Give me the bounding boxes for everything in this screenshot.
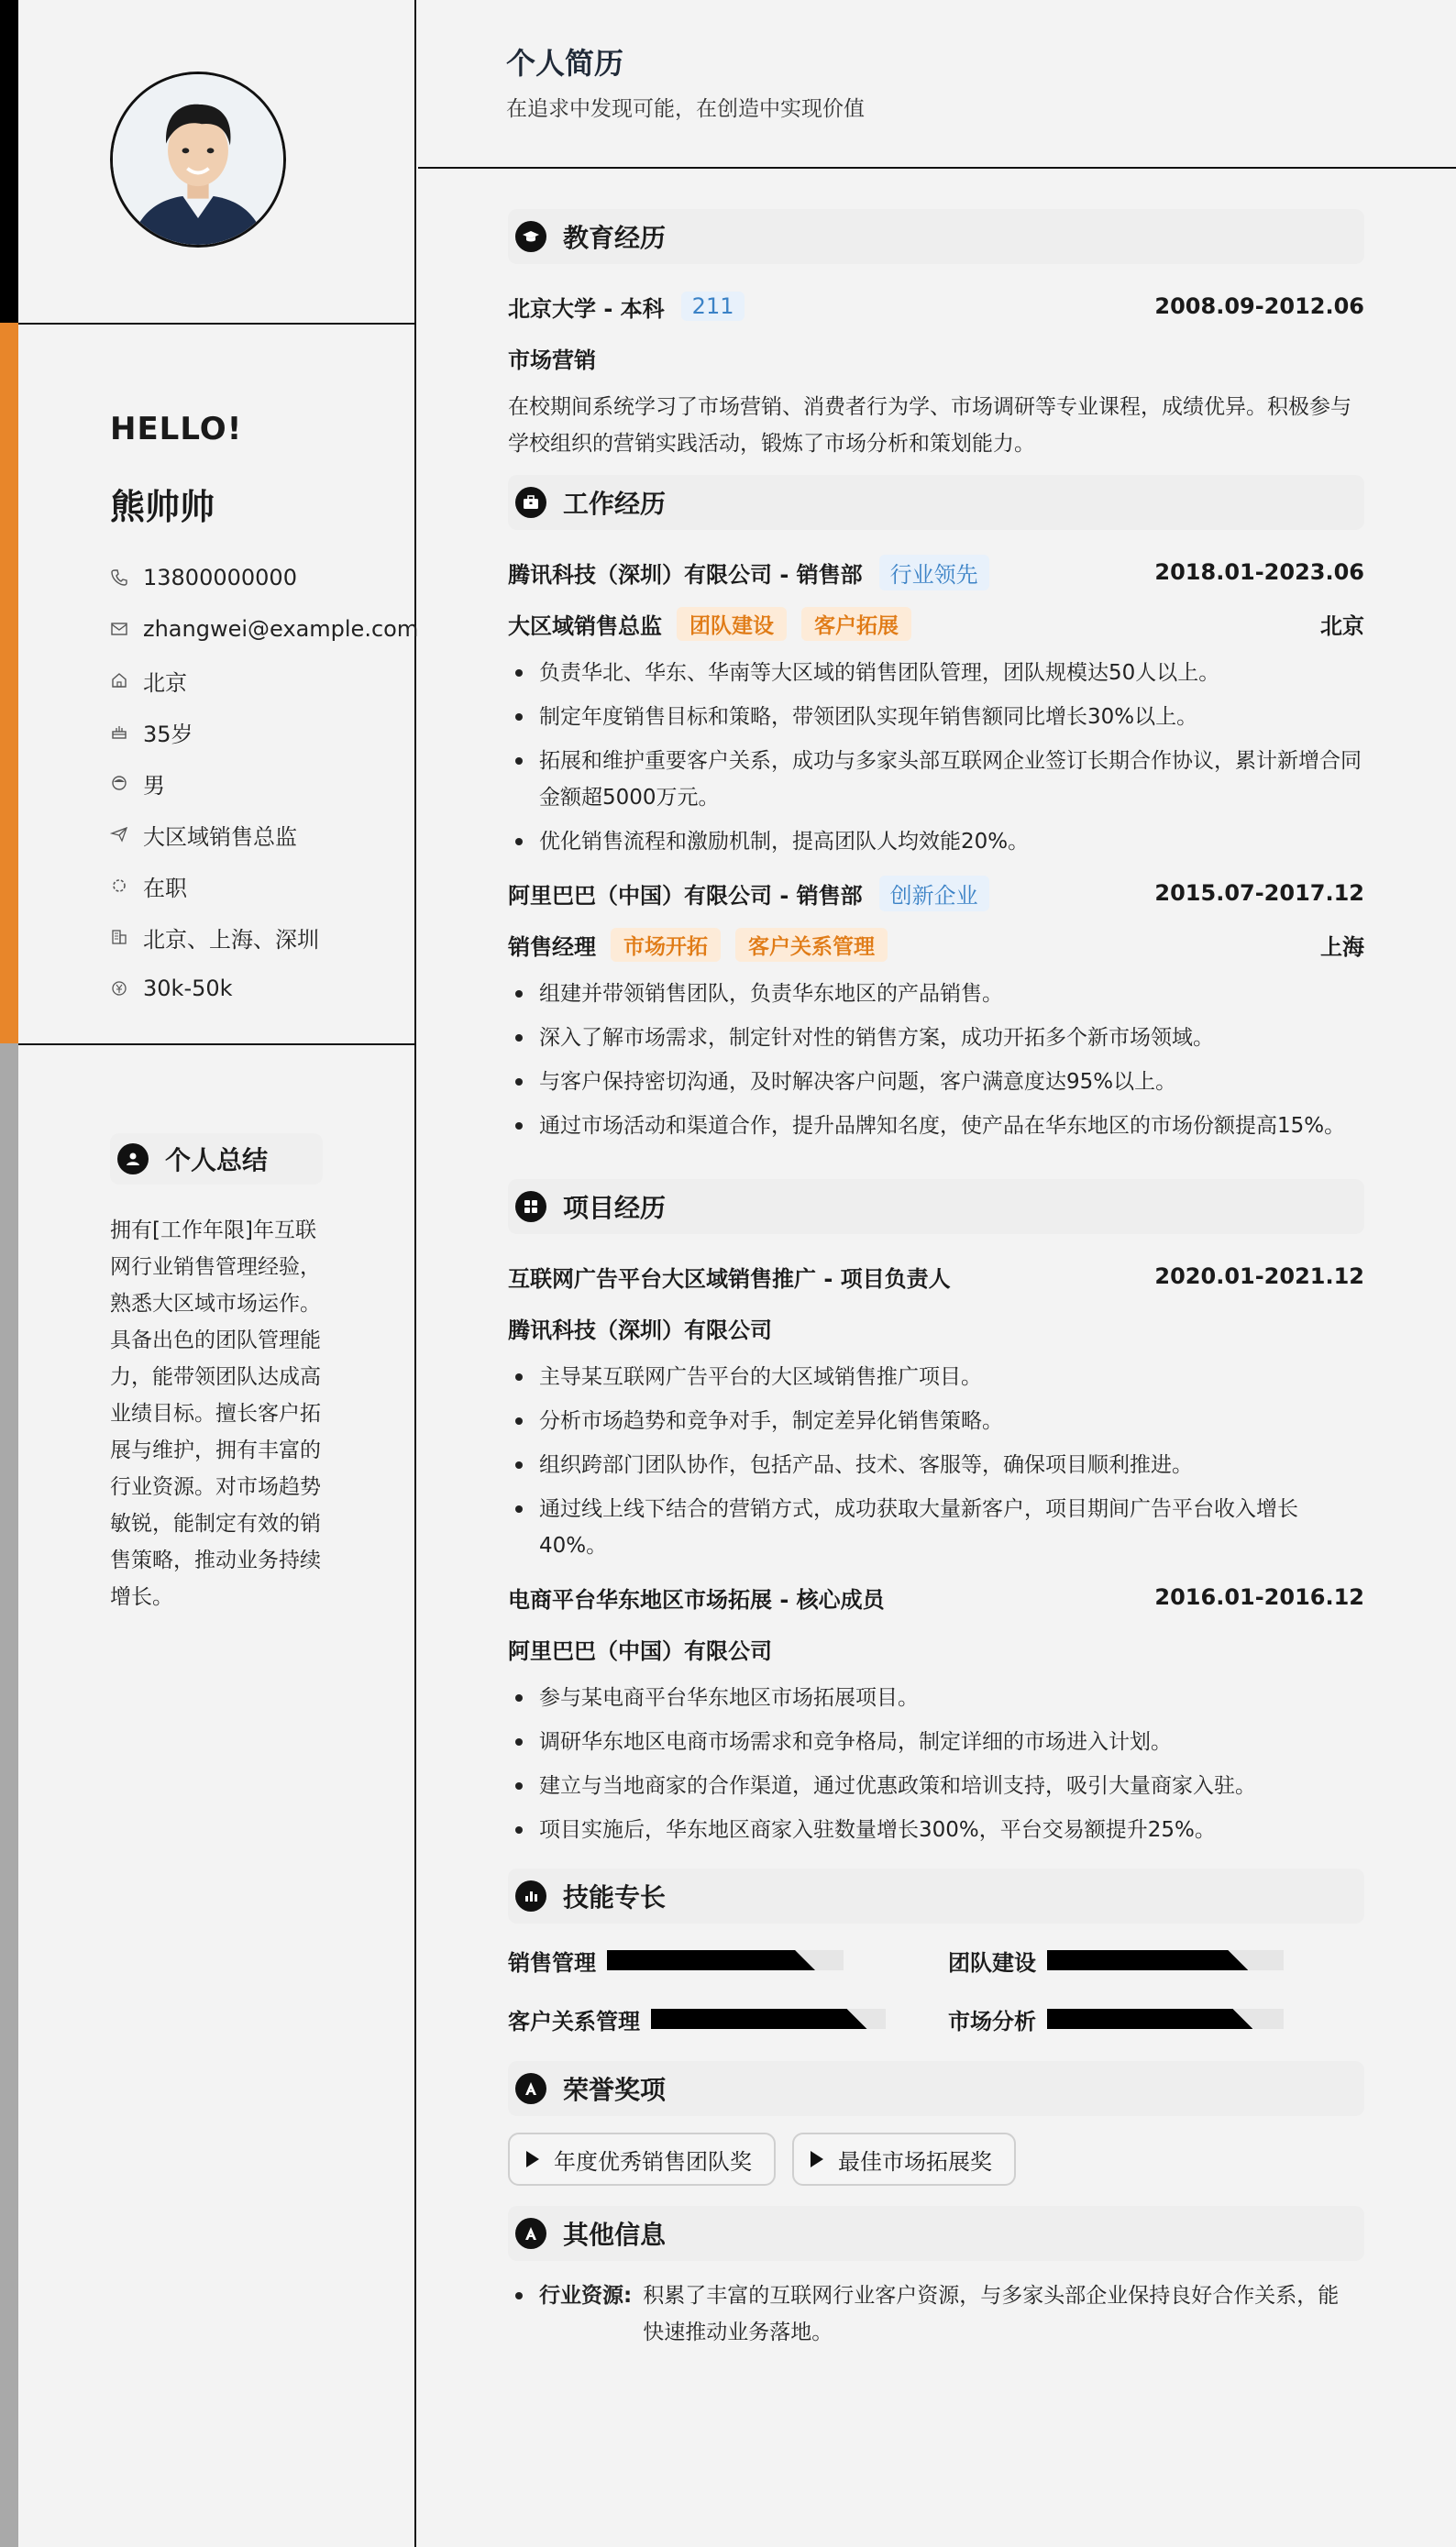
list-item: 制定年度销售目标和策略，带领团队实现年销售额同比增长30%以上。 (508, 699, 1364, 735)
skill-item (948, 1999, 1364, 2039)
skill-bar-fill (651, 2009, 867, 2029)
section-title: 其他信息 (563, 2220, 667, 2250)
other-item (508, 2277, 1364, 2351)
skill-bar-fill (1047, 1950, 1248, 1970)
contact-text: 30k-50k (143, 976, 233, 1001)
accent-strip-gray (0, 1043, 18, 2547)
list-item: 拓展和维护重要客户关系，成功与多家头部互联网企业签订长期合作协议，累计新增合同金额超5000万元。 (508, 743, 1364, 816)
skill-bar (1047, 2009, 1284, 2029)
contact-email[interactable] (110, 603, 418, 655)
skill-name: 销售管理 (508, 1949, 596, 1976)
skill-tag: 客户拓展 (801, 607, 911, 641)
person-name: 熊帅帅 (110, 487, 215, 527)
skill-item (508, 1999, 948, 2039)
award-icon (515, 2073, 546, 2104)
list-item: 负责华北、华东、华南等大区域的销售团队管理，团队规模达50人以上。 (508, 655, 1364, 691)
job-date: 2015.07-2017.12 (1154, 880, 1364, 906)
list-item: 组织跨部门团队协作，包括产品、技术、客服等，确保项目顺利推进。 (508, 1447, 1364, 1483)
education-row (508, 281, 1364, 332)
job-role: 销售经理 (508, 933, 596, 960)
list-item: 项目实施后，华东地区商家入驻数量增长300%，平台交易额提升25%。 (508, 1812, 1364, 1848)
job-company: 阿里巴巴（中国）有限公司 - 销售部 (508, 882, 863, 909)
gender-icon (110, 774, 143, 792)
page-subtitle: 在追求中发现可能，在创造中实现价值 (506, 97, 865, 121)
header-divider (418, 167, 1456, 169)
contact-text: 男 (143, 772, 165, 799)
job-date: 2018.01-2023.06 (1154, 559, 1364, 585)
project-company: 阿里巴巴（中国）有限公司 (508, 1637, 772, 1664)
building-icon (110, 928, 143, 946)
skill-bar-fill (1047, 2009, 1252, 2029)
list-item: 与客户保持密切沟通，及时解决客户问题，客户满意度达95%以上。 (508, 1064, 1364, 1100)
project-entry (508, 1251, 1364, 1564)
contact-status (110, 860, 418, 911)
list-item: 建立与当地商家的合作渠道，通过优惠政策和培训支持，吸引大量商家入驻。 (508, 1768, 1364, 1804)
award-name: 年度优秀销售团队奖 (554, 2148, 752, 2175)
home-icon (110, 671, 143, 689)
skill-tag: 客户关系管理 (735, 928, 888, 962)
award-badge (508, 2133, 776, 2186)
contact-text: 北京、上海、深圳 (143, 926, 319, 953)
job-company: 腾讯科技（深圳）有限公司 - 销售部 (508, 561, 863, 588)
list-item: 主导某互联网广告平台的大区域销售推广项目。 (508, 1359, 1364, 1395)
spacer (508, 2039, 1364, 2061)
job-bullets (508, 655, 1364, 860)
awards-list (508, 2133, 1364, 2186)
contact-text: zhangwei@example.com (143, 616, 419, 642)
work-heading (508, 475, 1364, 530)
skill-bar (651, 2009, 886, 2029)
contact-text: 大区域销售总监 (143, 823, 297, 850)
contact-text: 在职 (143, 875, 187, 901)
skill-tag: 市场开拓 (611, 928, 721, 962)
project-row (508, 1571, 1364, 1623)
phone-icon (110, 568, 143, 587)
job-role: 大区域销售总监 (508, 612, 662, 639)
list-item: 通过线上线下结合的营销方式，成功获取大量新客户，项目期间广告平台收入增长40%。 (508, 1491, 1364, 1564)
company-tag: 行业领先 (879, 555, 989, 590)
contact-age (110, 706, 418, 757)
education-heading (508, 209, 1364, 264)
salary-icon (110, 979, 143, 998)
skill-name: 市场分析 (948, 2008, 1036, 2034)
award-name: 最佳市场拓展奖 (838, 2148, 992, 2175)
skill-bar-fill (607, 1950, 815, 1970)
hello-heading: HELLO! (110, 411, 243, 447)
job-role-row (508, 598, 1364, 649)
contact-gender (110, 757, 418, 809)
contact-position (110, 809, 418, 860)
status-icon (110, 877, 143, 895)
company-tag: 创新企业 (879, 876, 989, 911)
contact-list (110, 552, 418, 1014)
page-title: 个人简历 (506, 46, 624, 81)
list-item: 通过市场活动和渠道合作，提升品牌知名度，使产品在华东地区的市场份额提高15%。 (508, 1108, 1364, 1144)
list-item: 组建并带领销售团队，负责华东地区的产品销售。 (508, 976, 1364, 1012)
skill-name: 团队建设 (948, 1949, 1036, 1976)
contact-text: 北京 (143, 669, 187, 696)
project-entry (508, 1571, 1364, 1848)
graduation-cap-icon (515, 221, 546, 252)
project-bullets (508, 1359, 1364, 1564)
job-entry (508, 546, 1364, 860)
accent-strip-orange (0, 323, 18, 1043)
project-bullets (508, 1680, 1364, 1848)
divider (18, 323, 416, 325)
award-badge (792, 2133, 1016, 2186)
contact-phone[interactable] (110, 552, 418, 603)
avatar (110, 72, 286, 248)
resume-body (508, 209, 1364, 2351)
list-item: 深入了解市场需求，制定针对性的销售方案，成功开拓多个新市场领域。 (508, 1020, 1364, 1056)
project-date: 2016.01-2016.12 (1154, 1584, 1364, 1610)
job-bullets (508, 976, 1364, 1144)
summary-heading (110, 1133, 323, 1185)
project-name: 互联网广告平台大区域销售推广 - 项目负责人 (508, 1265, 951, 1292)
user-icon (117, 1143, 149, 1174)
skill-bar (607, 1950, 844, 1970)
job-city: 上海 (1320, 933, 1364, 960)
spacer (508, 1152, 1364, 1179)
other-heading (508, 2206, 1364, 2261)
spacer (508, 462, 1364, 475)
divider (18, 1043, 416, 1045)
summary-title: 个人总结 (165, 1145, 269, 1175)
job-entry (508, 867, 1364, 1144)
school-tag: 211 (681, 292, 745, 321)
accent-strip-black (0, 0, 18, 323)
project-date: 2020.01-2021.12 (1154, 1263, 1364, 1289)
list-item: 参与某电商平台华东地区市场拓展项目。 (508, 1680, 1364, 1716)
awards-heading (508, 2061, 1364, 2116)
info-icon (515, 2218, 546, 2249)
list-item: 分析市场趋势和竞争对手，制定差异化销售策略。 (508, 1403, 1364, 1439)
job-row (508, 546, 1364, 598)
job-city: 北京 (1320, 612, 1364, 639)
other-value: 积累了丰富的互联网行业客户资源，与多家头部企业保持良好合作关系，能快速推动业务落地。 (643, 2284, 1340, 2344)
contact-text: 13800000000 (143, 565, 297, 590)
skill-item (508, 1940, 948, 1980)
other-key: 行业资源: (539, 2284, 633, 2308)
sidebar (0, 0, 419, 2547)
skill-item (948, 1940, 1364, 1980)
mail-icon (110, 620, 143, 638)
education-date: 2008.09-2012.06 (1154, 293, 1364, 319)
skill-bar (1047, 1950, 1284, 1970)
play-icon (811, 2151, 823, 2167)
project-name: 电商平台华东地区市场拓展 - 核心成员 (508, 1586, 885, 1613)
bar-chart-icon (515, 1880, 546, 1912)
section-title: 荣誉奖项 (563, 2075, 667, 2105)
major: 市场营销 (508, 347, 596, 373)
project-company: 腾讯科技（深圳）有限公司 (508, 1317, 772, 1343)
skill-name: 客户关系管理 (508, 2008, 640, 2034)
section-title: 技能专长 (563, 1882, 667, 1913)
send-icon (110, 825, 143, 843)
play-icon (526, 2151, 539, 2167)
contact-cities (110, 911, 418, 963)
contact-salary (110, 963, 418, 1014)
contact-city (110, 655, 418, 706)
section-title: 项目经历 (563, 1193, 667, 1223)
projects-heading (508, 1179, 1364, 1234)
list-item: 优化销售流程和激励机制，提高团队人均效能20%。 (508, 823, 1364, 860)
school-name: 北京大学 - 本科 (508, 295, 665, 322)
section-title: 教育经历 (563, 223, 667, 253)
cake-icon (110, 722, 143, 741)
job-row (508, 867, 1364, 919)
skill-tag: 团队建设 (677, 607, 787, 641)
list-item: 调研华东地区电商市场需求和竞争格局，制定详细的市场进入计划。 (508, 1724, 1364, 1760)
section-title: 工作经历 (563, 489, 667, 519)
skills-heading (508, 1869, 1364, 1924)
education-desc: 在校期间系统学习了市场营销、消费者行为学、市场调研等专业课程，成绩优异。积极参与学校组织的营销实践活动，锻炼了市场分析和策划能力。 (508, 395, 1351, 456)
grid-icon (515, 1191, 546, 1222)
skills-grid (508, 1940, 1364, 2039)
briefcase-icon (515, 487, 546, 518)
project-row (508, 1251, 1364, 1302)
job-role-row (508, 919, 1364, 970)
spacer (508, 1856, 1364, 1869)
contact-text: 35岁 (143, 721, 193, 747)
summary-text: 拥有[工作年限]年互联网行业销售管理经验，熟悉大区域市场运作。具备出色的团队管理能力，能带领团队达成高业绩目标。擅长客户拓展与维护，拥有丰富的行业资源。对市场趋势敏锐，能制定有效的销售策略，推动业务持续增长。 (110, 1218, 321, 1609)
